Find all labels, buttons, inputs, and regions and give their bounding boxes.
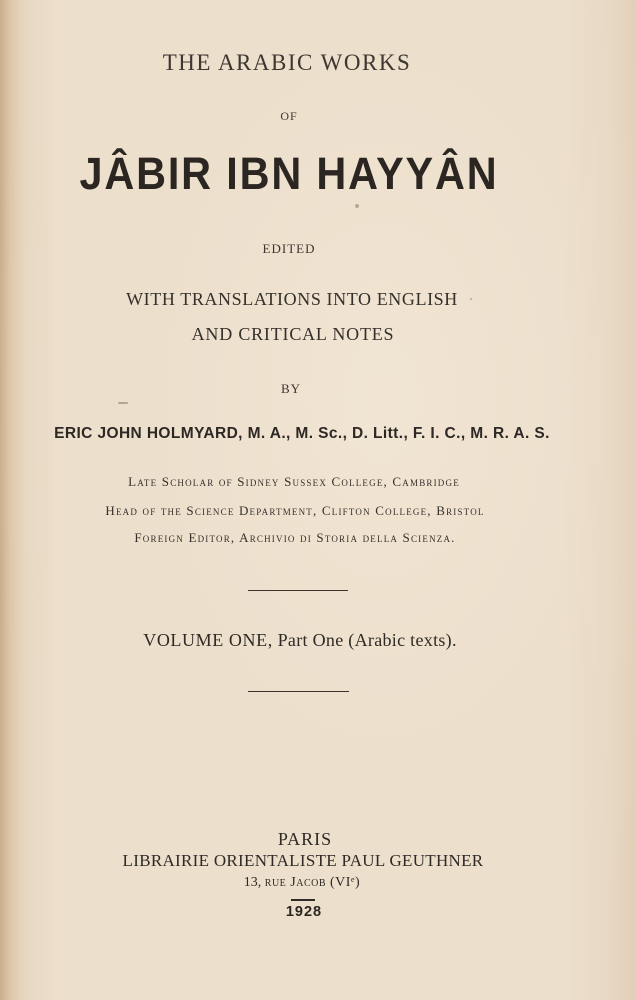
paper-speck [118, 402, 128, 404]
author-name: JÂBIR IBN HAYYÂN [79, 148, 499, 199]
volume-number: VOLUME ONE, [143, 630, 273, 650]
of-label: OF [280, 109, 298, 123]
divider-rule-lower [248, 691, 349, 692]
address-number: 13, [243, 875, 262, 890]
paper-speck [470, 298, 472, 300]
editor-name: ERIC JOHN HOLMYARD, M. A., M. Sc., D. Litt., F. I. C., M. R. A. S. [54, 425, 550, 442]
affiliation-sidney-sussex: Late Scholar of Sidney Sussex College, Cambridge [128, 474, 460, 489]
year-rule [291, 899, 315, 901]
imprint-publisher: LIBRAIRIE ORIENTALISTE PAUL GEUTHNER [122, 851, 484, 870]
critical-notes-line: AND CRITICAL NOTES [191, 324, 395, 344]
affiliation-archivio: Foreign Editor, Archivio di Storia della Scienza. [134, 530, 456, 545]
series-title: THE ARABIC WORKS [162, 50, 412, 75]
edited-label: EDITED [262, 241, 316, 256]
volume-part: Part One (Arabic texts). [277, 630, 457, 650]
by-label: BY [280, 381, 302, 396]
address-street: rue Jacob (VIᵉ) [264, 875, 361, 890]
imprint-year: 1928 [285, 904, 323, 920]
translations-line: WITH TRANSLATIONS INTO ENGLISH [126, 289, 458, 309]
affiliation-clifton-college: Head of the Science Department, Clifton College, Bristol [105, 503, 485, 518]
imprint-address [0, 875, 604, 891]
volume-line [0, 630, 600, 651]
imprint-city: PARIS [277, 829, 333, 849]
paper-speck [355, 204, 359, 208]
divider-rule-upper [248, 590, 348, 591]
